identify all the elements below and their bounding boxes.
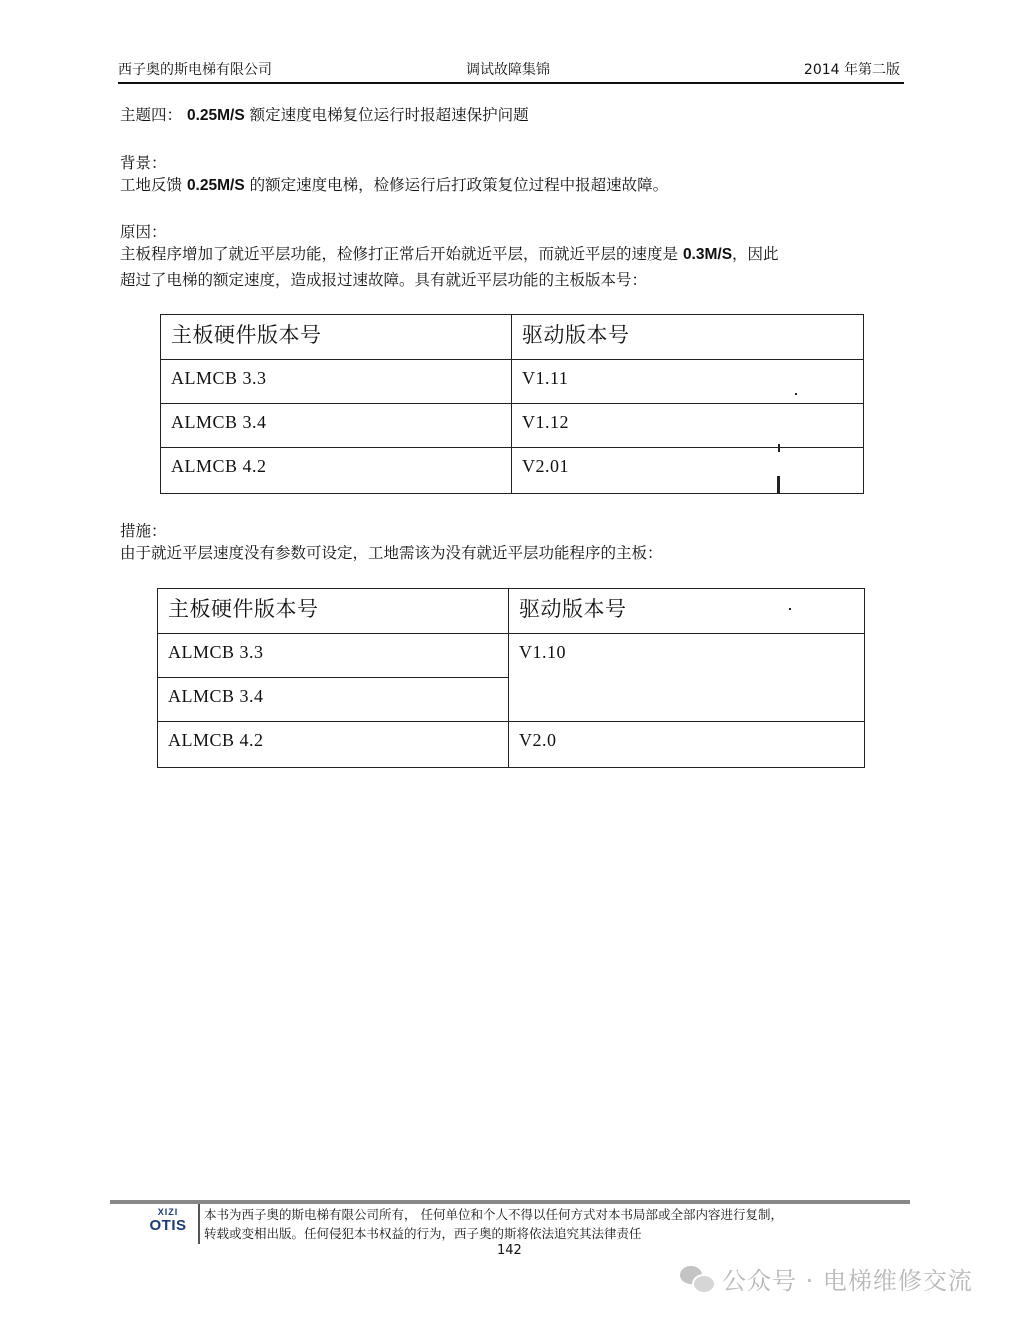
watermark-text: 公众号 · 电梯维修交流	[722, 1266, 973, 1295]
table-row	[158, 634, 865, 678]
background-post: 的额定速度电梯，检修运行后打政策复位过程中报超速故障。	[244, 176, 669, 194]
version-table-2	[157, 588, 865, 768]
cause-line1-pre: 主板程序增加了就近平层功能，检修打正常后开始就近平层，而就近平层的速度是	[120, 245, 683, 263]
logo-otis: OTIS	[149, 1217, 187, 1234]
measures-text: 由于就近平层速度没有参数可设定，工地需该为没有就近平层功能程序的主板：	[120, 544, 663, 562]
table-cell: ALMCB 4.2	[161, 448, 512, 494]
cause-line-2: 超过了电梯的额定速度，造成报过速故障。具有就近平层功能的主板版本号：	[120, 271, 648, 289]
table-cell: V2.01	[512, 448, 864, 494]
table-cell: ALMCB 3.3	[161, 360, 512, 404]
copyright-line-1: 本书为西子奥的斯电梯有限公司所有， 任何单位和个人不得以任何方式对本书局部或全部内容进行复制，	[204, 1207, 783, 1222]
header-company: 西子奥的斯电梯有限公司	[118, 62, 272, 78]
table-row	[161, 448, 864, 494]
xizi-otis-logo	[144, 1207, 192, 1234]
table-row	[161, 404, 864, 448]
table-header-cell: 主板硬件版本号	[158, 589, 509, 634]
table-cell: ALMCB 4.2	[158, 722, 509, 768]
header-edition: 2014 年第二版	[803, 62, 900, 78]
cause-heading: 原因：	[120, 223, 167, 241]
background-speed: 0.25M/S	[186, 177, 245, 194]
page-number: 142	[497, 1243, 522, 1258]
table-cell: V2.0	[509, 722, 865, 768]
page-header	[118, 58, 904, 84]
table-cell: ALMCB 3.4	[158, 678, 509, 722]
table-header-row	[161, 315, 864, 360]
table-cell: ALMCB 3.3	[158, 634, 509, 678]
topic-line	[120, 101, 910, 130]
cause-line1-post: ，因此	[732, 245, 779, 263]
cause-line-1	[120, 240, 910, 269]
wechat-watermark	[680, 1258, 973, 1298]
table-cell: V1.11	[512, 360, 864, 404]
table-header-cell: 主板硬件版本号	[161, 315, 512, 360]
topic-text: 额定速度电梯复位运行时报超速保护问题	[244, 106, 529, 124]
logo-xizi: XIZI	[157, 1207, 179, 1217]
topic-speed: 0.25M/S	[186, 107, 245, 124]
header-doc-title: 调试故障集锦	[466, 62, 550, 78]
table-cell: ALMCB 3.4	[161, 404, 512, 448]
copyright-notice	[204, 1205, 904, 1243]
table-header-cell: 驱动版本号	[512, 315, 864, 360]
background-pre: 工地反馈	[120, 176, 187, 194]
copyright-line-2: 转载或变相出版。任何侵犯本书权益的行为，西子奥的斯将依法追究其法律责任	[204, 1226, 642, 1241]
wechat-icon	[680, 1264, 714, 1292]
table-header-cell: 驱动版本号	[509, 589, 865, 634]
background-heading: 背景：	[120, 154, 167, 172]
table-row	[158, 722, 865, 768]
table-row	[161, 360, 864, 404]
background-text	[120, 171, 910, 200]
measures-heading: 措施：	[120, 522, 167, 540]
version-table-1	[160, 314, 864, 494]
footer-divider	[198, 1204, 200, 1244]
topic-label: 主题四：	[120, 106, 183, 124]
table-cell: V1.12	[512, 404, 864, 448]
table-cell-merged: V1.10	[509, 634, 865, 722]
table-header-row	[158, 589, 865, 634]
footer-rule	[110, 1200, 910, 1204]
cause-speed: 0.3M/S	[682, 246, 733, 263]
